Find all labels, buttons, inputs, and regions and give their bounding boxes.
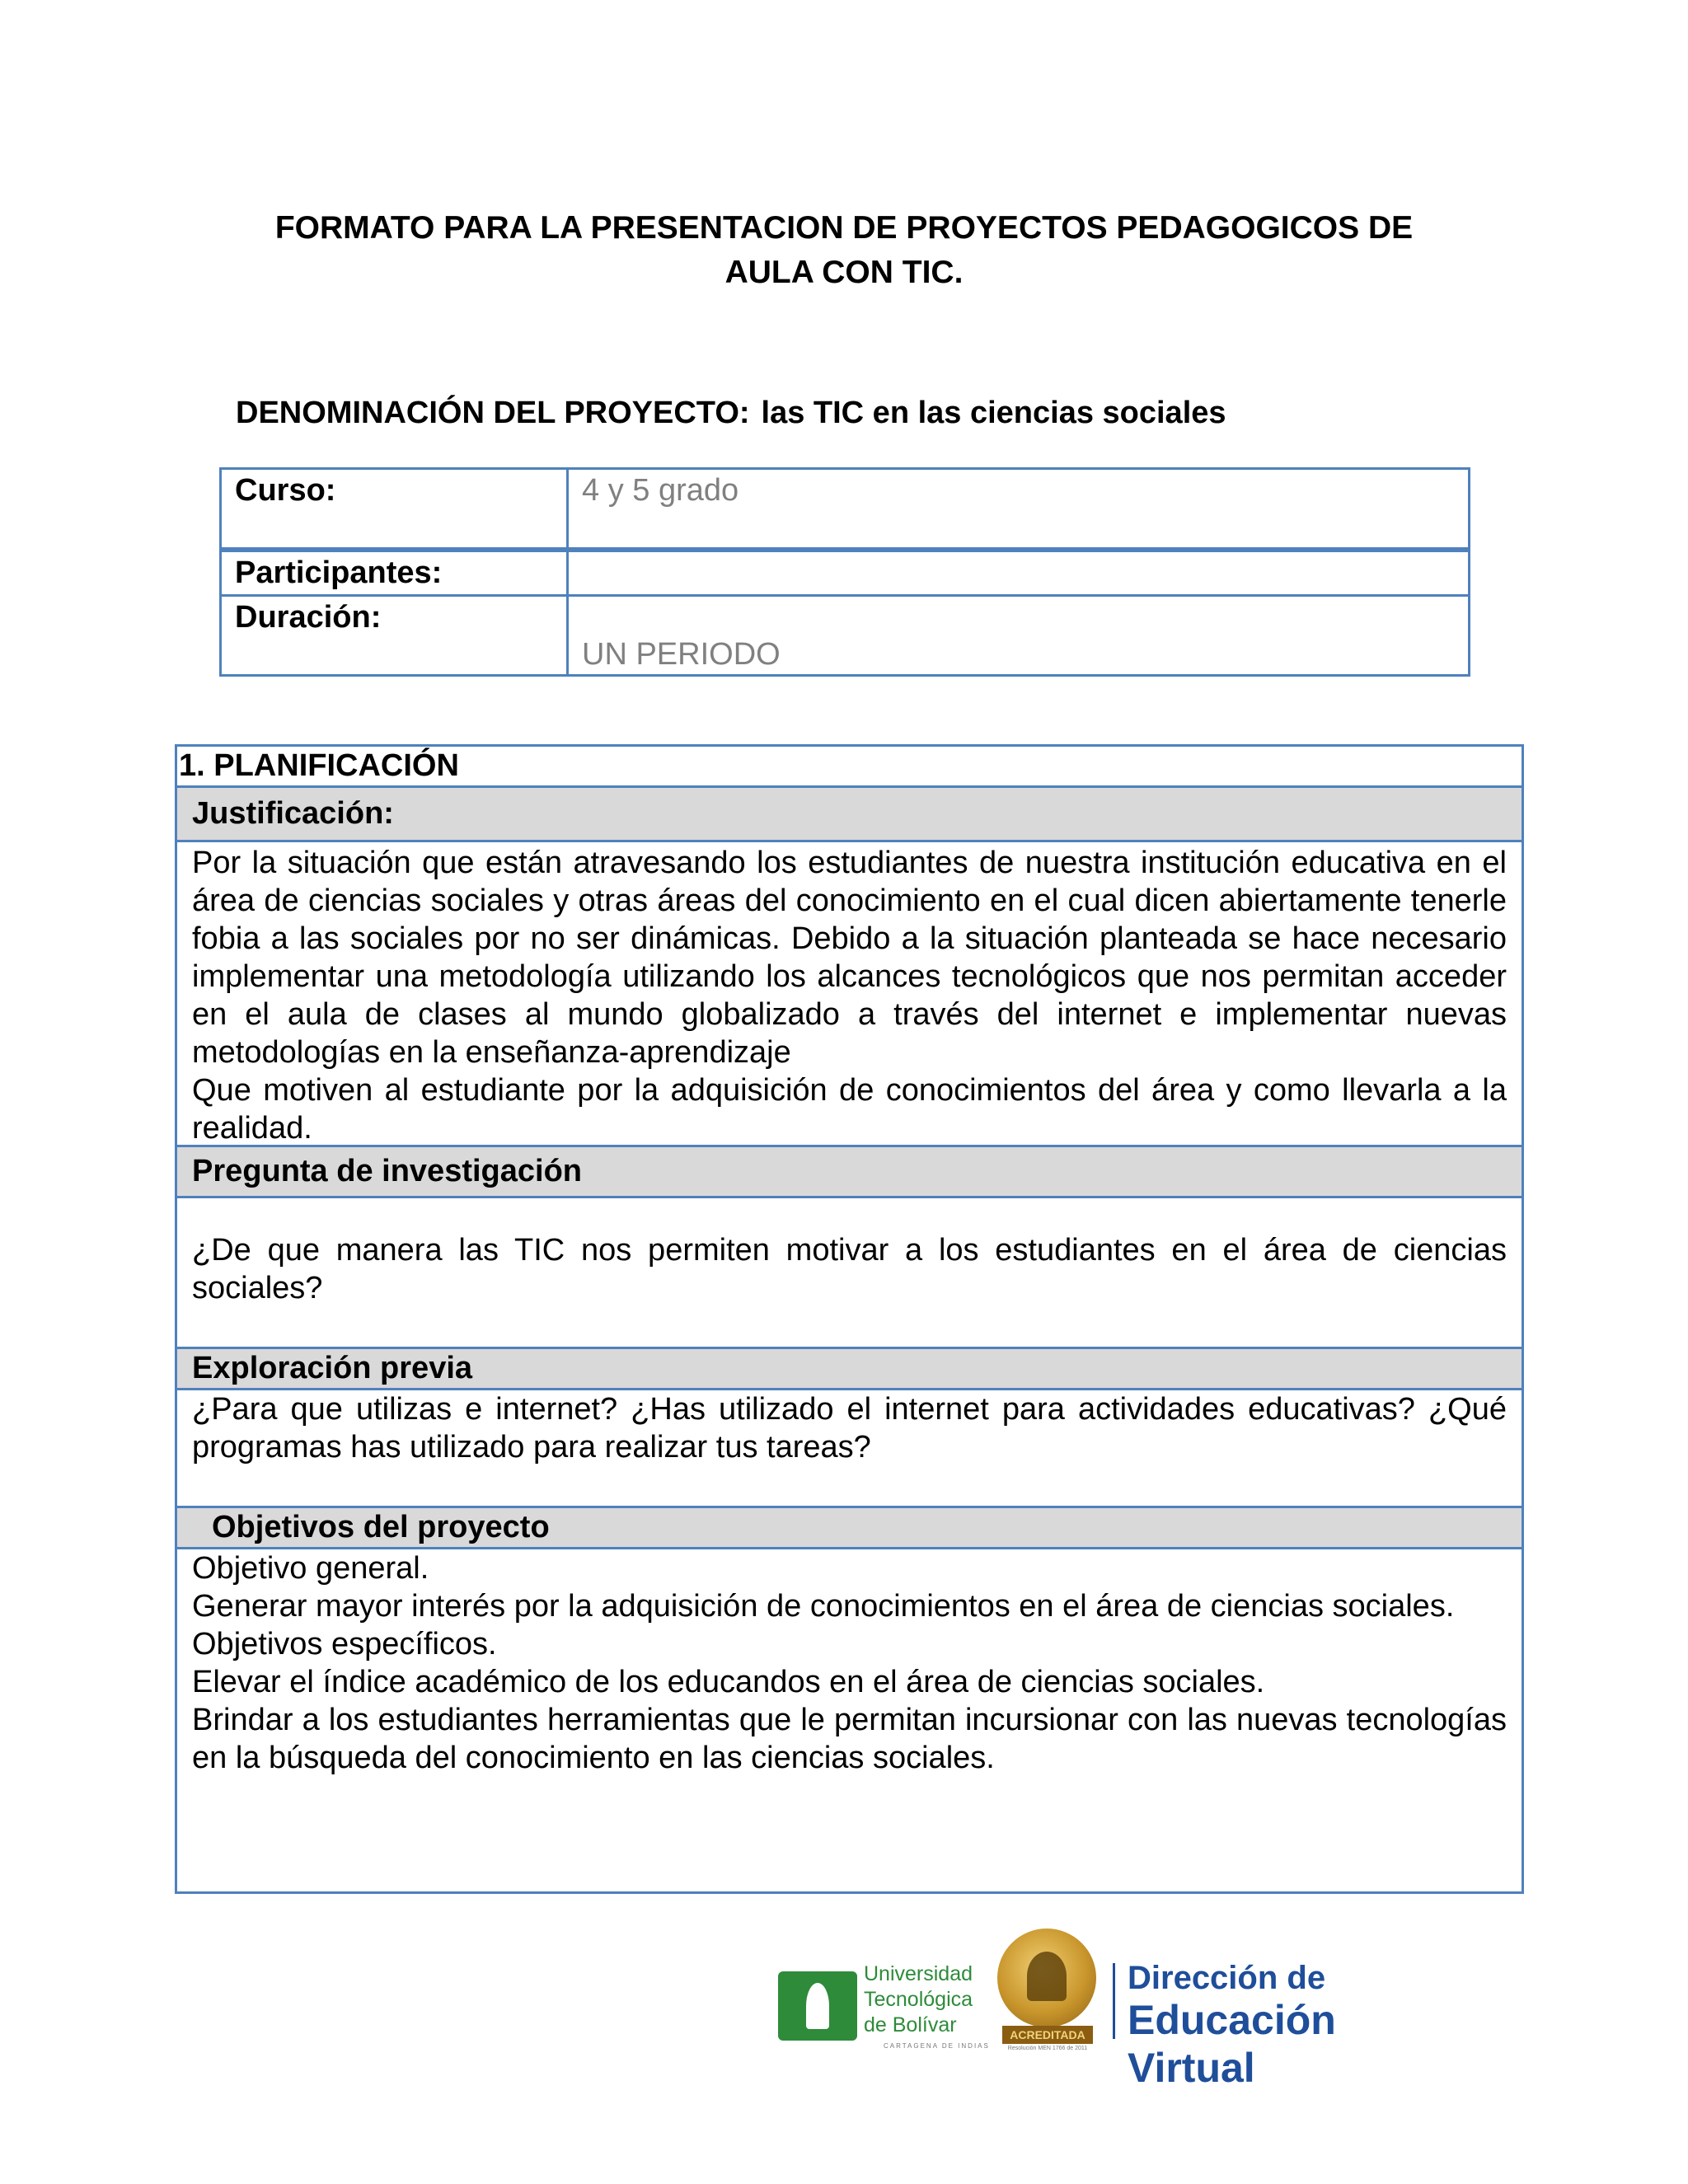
table-row xyxy=(221,596,1470,676)
planificacion-title: 1. PLANIFICACIÓN xyxy=(177,747,1522,788)
duracion-value: UN PERIODO xyxy=(568,596,1470,676)
objetivos-body xyxy=(177,1549,1522,1777)
footer-logos xyxy=(775,1920,1451,2091)
exploracion-body xyxy=(177,1390,1522,1508)
title-line-2: AULA CON TIC. xyxy=(724,255,964,290)
exploracion-text: ¿Para que utilizas e internet? ¿Has utilizado el internet para actividades educativas? ¿Qué programas has utilizado para realizar tus tareas? xyxy=(192,1392,1507,1465)
participantes-label: Participantes: xyxy=(221,550,568,596)
utb-logo-icon xyxy=(778,1971,857,2041)
participantes-value xyxy=(568,550,1470,596)
utb-line-1: Universidad xyxy=(864,1962,973,1985)
justificacion-paragraph-1: Por la situación que están atravesando los estudiantes de nuestra institución educativa en el área de ciencias sociales y otras áreas del conocimiento en el cual dicen abiertamente tenerle fobia a las sociales por no ser dinámicas. Debido a la situación planteada se hace necesario implementar una metodología utilizando los alcances tecnológicos que nos permitan acceder en el aula de clases al mundo globalizado a través del internet e implementar nuevas metodologías en la enseñanza-aprendizaje xyxy=(192,846,1507,1070)
pregunta-text: ¿De que manera las TIC nos permiten motivar a los estudiantes en el área de ciencias sociales? xyxy=(192,1233,1507,1305)
utb-city: CARTAGENA DE INDIAS xyxy=(884,2042,990,2050)
planificacion-table xyxy=(175,744,1524,1894)
justificacion-paragraph-2: Que motiven al estudiante por la adquisición de conocimientos del área y como llevarla a la realidad. xyxy=(192,1073,1507,1146)
objetivos-header: Objetivos del proyecto xyxy=(177,1508,1522,1549)
objetivo-especifico-1: Elevar el índice académico de los educandos en el área de ciencias sociales. xyxy=(192,1665,1265,1699)
table-row xyxy=(221,550,1470,596)
title-line-1: FORMATO PARA LA PRESENTACION DE PROYECTOS PEDAGOGICOS DE xyxy=(274,210,1414,246)
pregunta-body xyxy=(177,1198,1522,1349)
divider xyxy=(1113,1963,1115,2039)
utb-line-2: Tecnológica xyxy=(864,1988,973,2011)
objetivo-general-text: Generar mayor interés por la adquisición de conocimientos en el área de ciencias sociales. xyxy=(192,1589,1455,1624)
utb-logo-text xyxy=(864,1961,973,2038)
document-title xyxy=(206,206,1482,295)
course-info-table xyxy=(219,467,1470,677)
accreditation-seal-icon xyxy=(997,1929,1096,2027)
duracion-label: Duración: xyxy=(221,596,568,676)
justificacion-header: Justificación: xyxy=(177,788,1522,842)
utb-line-3: de Bolívar xyxy=(864,2013,957,2036)
curso-value: 4 y 5 grado xyxy=(568,469,1470,551)
project-name xyxy=(236,396,1226,431)
objetivo-especifico-2: Brindar a los estudiantes herramientas que le permitan incursionar con las nuevas tecnologías en la búsqueda del conocimiento en las ciencias sociales. xyxy=(192,1703,1507,1775)
seal-caption: Resolución MEN 1766 de 2011 xyxy=(1007,2046,1088,2051)
objetivo-general-label: Objetivo general. xyxy=(192,1551,429,1586)
justificacion-body xyxy=(177,842,1522,1147)
objetivos-especificos-label: Objetivos específicos. xyxy=(192,1627,497,1661)
project-name-value: las TIC en las ciencias sociales xyxy=(761,396,1226,430)
curso-label: Curso: xyxy=(221,469,568,551)
pregunta-header: Pregunta de investigación xyxy=(177,1147,1522,1198)
exploracion-header: Exploración previa xyxy=(177,1349,1522,1390)
dev-line-1: Dirección de xyxy=(1128,1960,1326,1996)
seal-band: ACREDITADA xyxy=(1002,2026,1093,2044)
project-name-label: DENOMINACIÓN DEL PROYECTO: xyxy=(236,396,750,430)
dev-line-2: Educación Virtual xyxy=(1128,1997,1336,2091)
table-row xyxy=(221,469,1470,551)
